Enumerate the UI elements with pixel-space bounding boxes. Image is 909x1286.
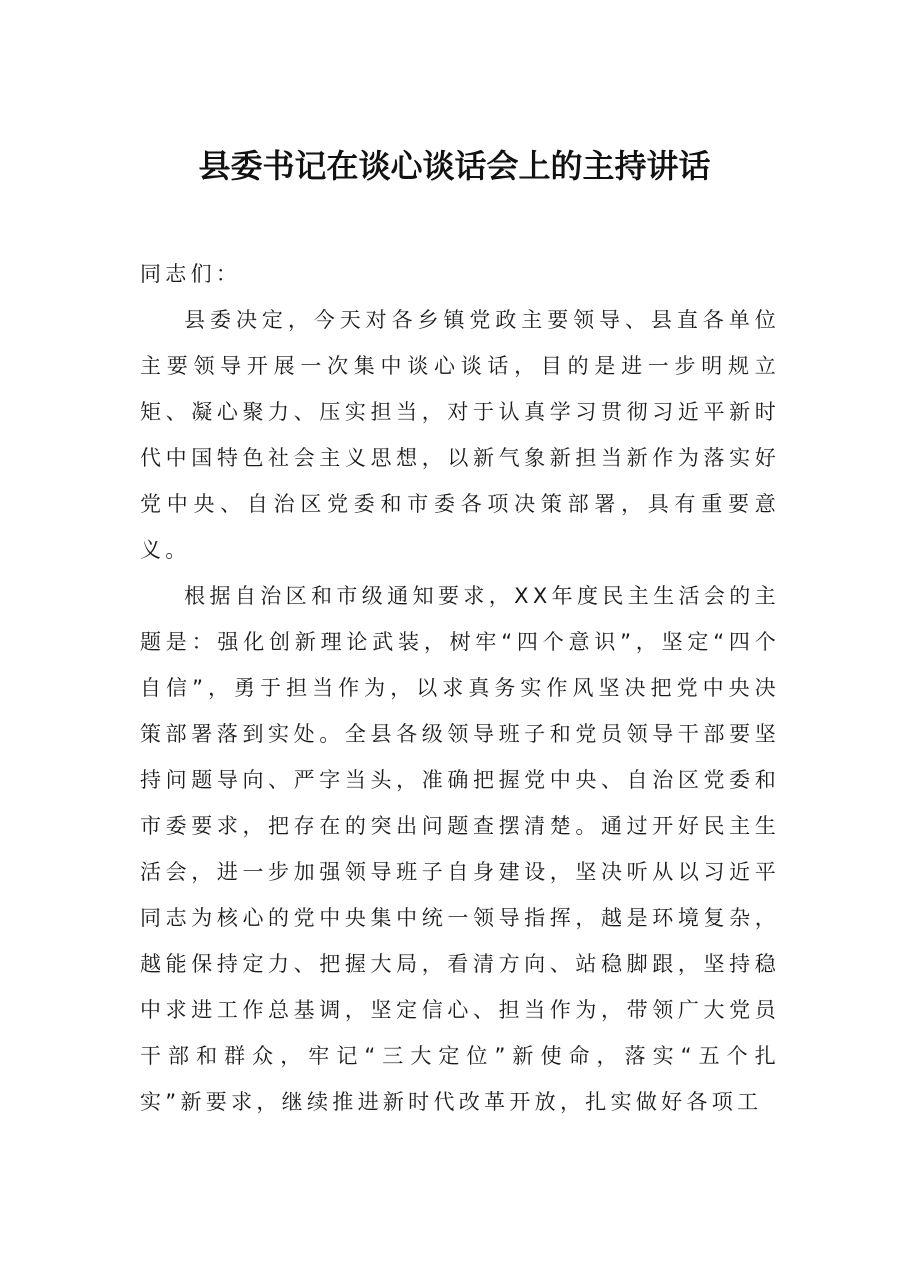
paragraph-2: 根据自治区和市级通知要求，XX年度民主生活会的主题是：强化创新理论武装，树牢“四个意识”，坚定“四个自信”，勇于担当作为，以求真务实作风坚决把党中央决策部署落到实处。全县各级领导班子和党员领导干部要坚持问题导向、严字当头，准确把握党中央、自治区党委和市委要求，把存在的突出问题查摆清楚。通过开好民主生活会，进一步加强领导班子自身建设，坚决听从以习近平同志为核心的党中央集中统一领导指挥，越是环境复杂，越能保持定力、把握大局，看清方向、站稳脚跟，坚持稳中求进工作总基调，坚定信心、担当作为，带领广大党员干部和群众，牢记“三大定位”新使命，落实“五个扎实”新要求，继续推进新时代改革开放，扎实做好各项工 bbox=[140, 584, 780, 1114]
salutation: 同志们： bbox=[140, 262, 242, 286]
document-title: 县委书记在谈心谈话会上的主持讲话 bbox=[198, 147, 711, 185]
document-body bbox=[140, 251, 780, 1125]
paragraph-1: 县委决定，今天对各乡镇党政主要领导、县直各单位主要领导开展一次集中谈心谈话，目的是进一步明规立矩、凝心聚力、压实担当，对于认真学习贯彻习近平新时代中国特色社会主义思想，以新气象新担当新作为落实好党中央、自治区党委和市委各项决策部署，具有重要意义。 bbox=[140, 308, 780, 562]
